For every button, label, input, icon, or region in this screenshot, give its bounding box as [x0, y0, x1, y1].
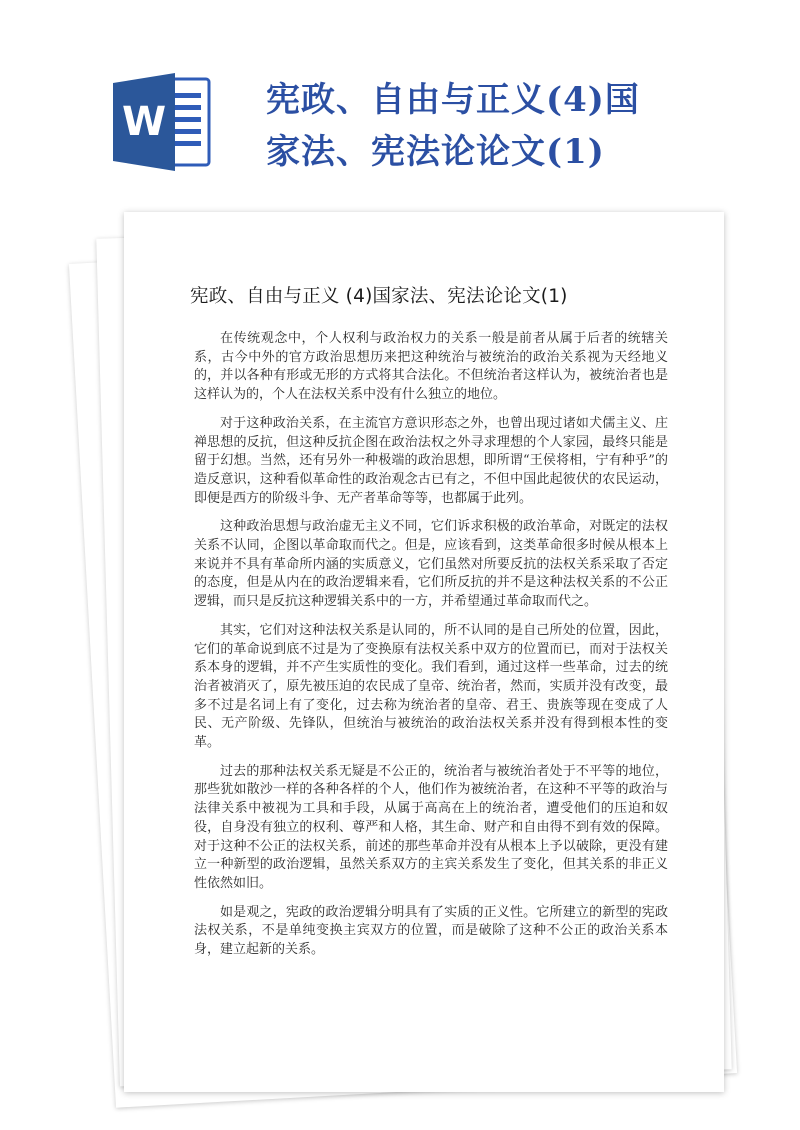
paragraph: 如是观之，宪政的政治逻辑分明具有了实质的正义性。它所建立的新型的宪政法权关系，不是单纯变换主宾双方的位置，而是破除了这种不公正的政治关系本身，建立起新的关系。 — [194, 904, 668, 958]
word-logo-letter: W — [121, 99, 167, 145]
header — [0, 0, 800, 215]
word-document-icon — [113, 73, 213, 171]
document-title: 宪政、自由与正义(4)国家法、宪法论论文(1) — [266, 80, 640, 172]
paragraph: 这种政治思想与政治虚无主义不同，它们诉求积极的政治革命，对既定的法权关系不认同，企图以革命取而代之。但是，应该看到，这类革命很多时候从根本上来说并不具有革命所内涵的实质意义，它们虽然对所要反抗的法权关系采取了否定的态度，但是从内在的政治逻辑来看，它们所反抗的并不是这种法权关系的不公正逻辑，而只是反抗这种逻辑关系中的一方，并希望通过革命取而代之。 — [194, 519, 668, 610]
paragraph: 在传统观念中，个人权利与政治权力的关系一般是前者从属于后者的统辖关系，古今中外的官方政治思想历来把这种统治与被统治的政治关系视为天经地义的，并以各种有形或无形的方式将其合法化。不但统治者这样认为，被统治者也是这样认为的，个人在法权关系中没有什么独立的地位。 — [194, 331, 668, 403]
paragraph: 过去的那种法权关系无疑是不公正的，统治者与被统治者处于不平等的地位，那些犹如散沙一样的各种各样的个人，他们作为被统治者，在这种不平等的政治与法律关系中被视为工具和手段，从属于高高在上的统治者，遭受他们的压迫和奴役，自身没有独立的权利、尊严和人格，其生命、财产和自由得不到有效的保障。对于这种不公正的法权关系，前述的那些革命并没有从根本上予以破除，更没有建立一种新型的政治逻辑，虽然关系双方的主宾关系发生了变化，但其关系的非正义性依然如旧。 — [194, 763, 668, 891]
document-page — [124, 212, 724, 1092]
document-body — [194, 330, 668, 970]
paragraph: 其实，它们对这种法权关系是认同的，所不认同的是自己所处的位置，因此，它们的革命说到底不过是为了变换原有法权关系中双方的位置而已，而对于法权关系本身的逻辑，并不产生实质性的变化。我们看到，通过这样一些革命，过去的统治者被消灭了，原先被压迫的农民成了皇帝、统治者，然而，实质并没有改变，最多不过是名词上有了变化，过去称为统治者的皇帝、君王、贵族等现在变成了人民、无产阶级、先锋队，但统治与被统治的政治法权关系并没有得到根本性的变革。 — [194, 622, 668, 751]
page-title: 宪政、自由与正义 (4)国家法、宪法论论文(1) — [190, 286, 568, 307]
paragraph: 对于这种政治关系，在主流官方意识形态之外，也曾出现过诸如犬儒主义、庄禅思想的反抗，但这种反抗企图在政治法权之外寻求理想的个人家园，最终只能是留于幻想。当然，还有另外一种极端的政治思想，即所谓“王侯将相，宁有种乎”的造反意识，这种看似革命性的政治观念古已有之，不但中国此起彼伏的农民运动，即便是西方的阶级斗争、无产者革命等等，也都属于此列。 — [194, 415, 668, 506]
